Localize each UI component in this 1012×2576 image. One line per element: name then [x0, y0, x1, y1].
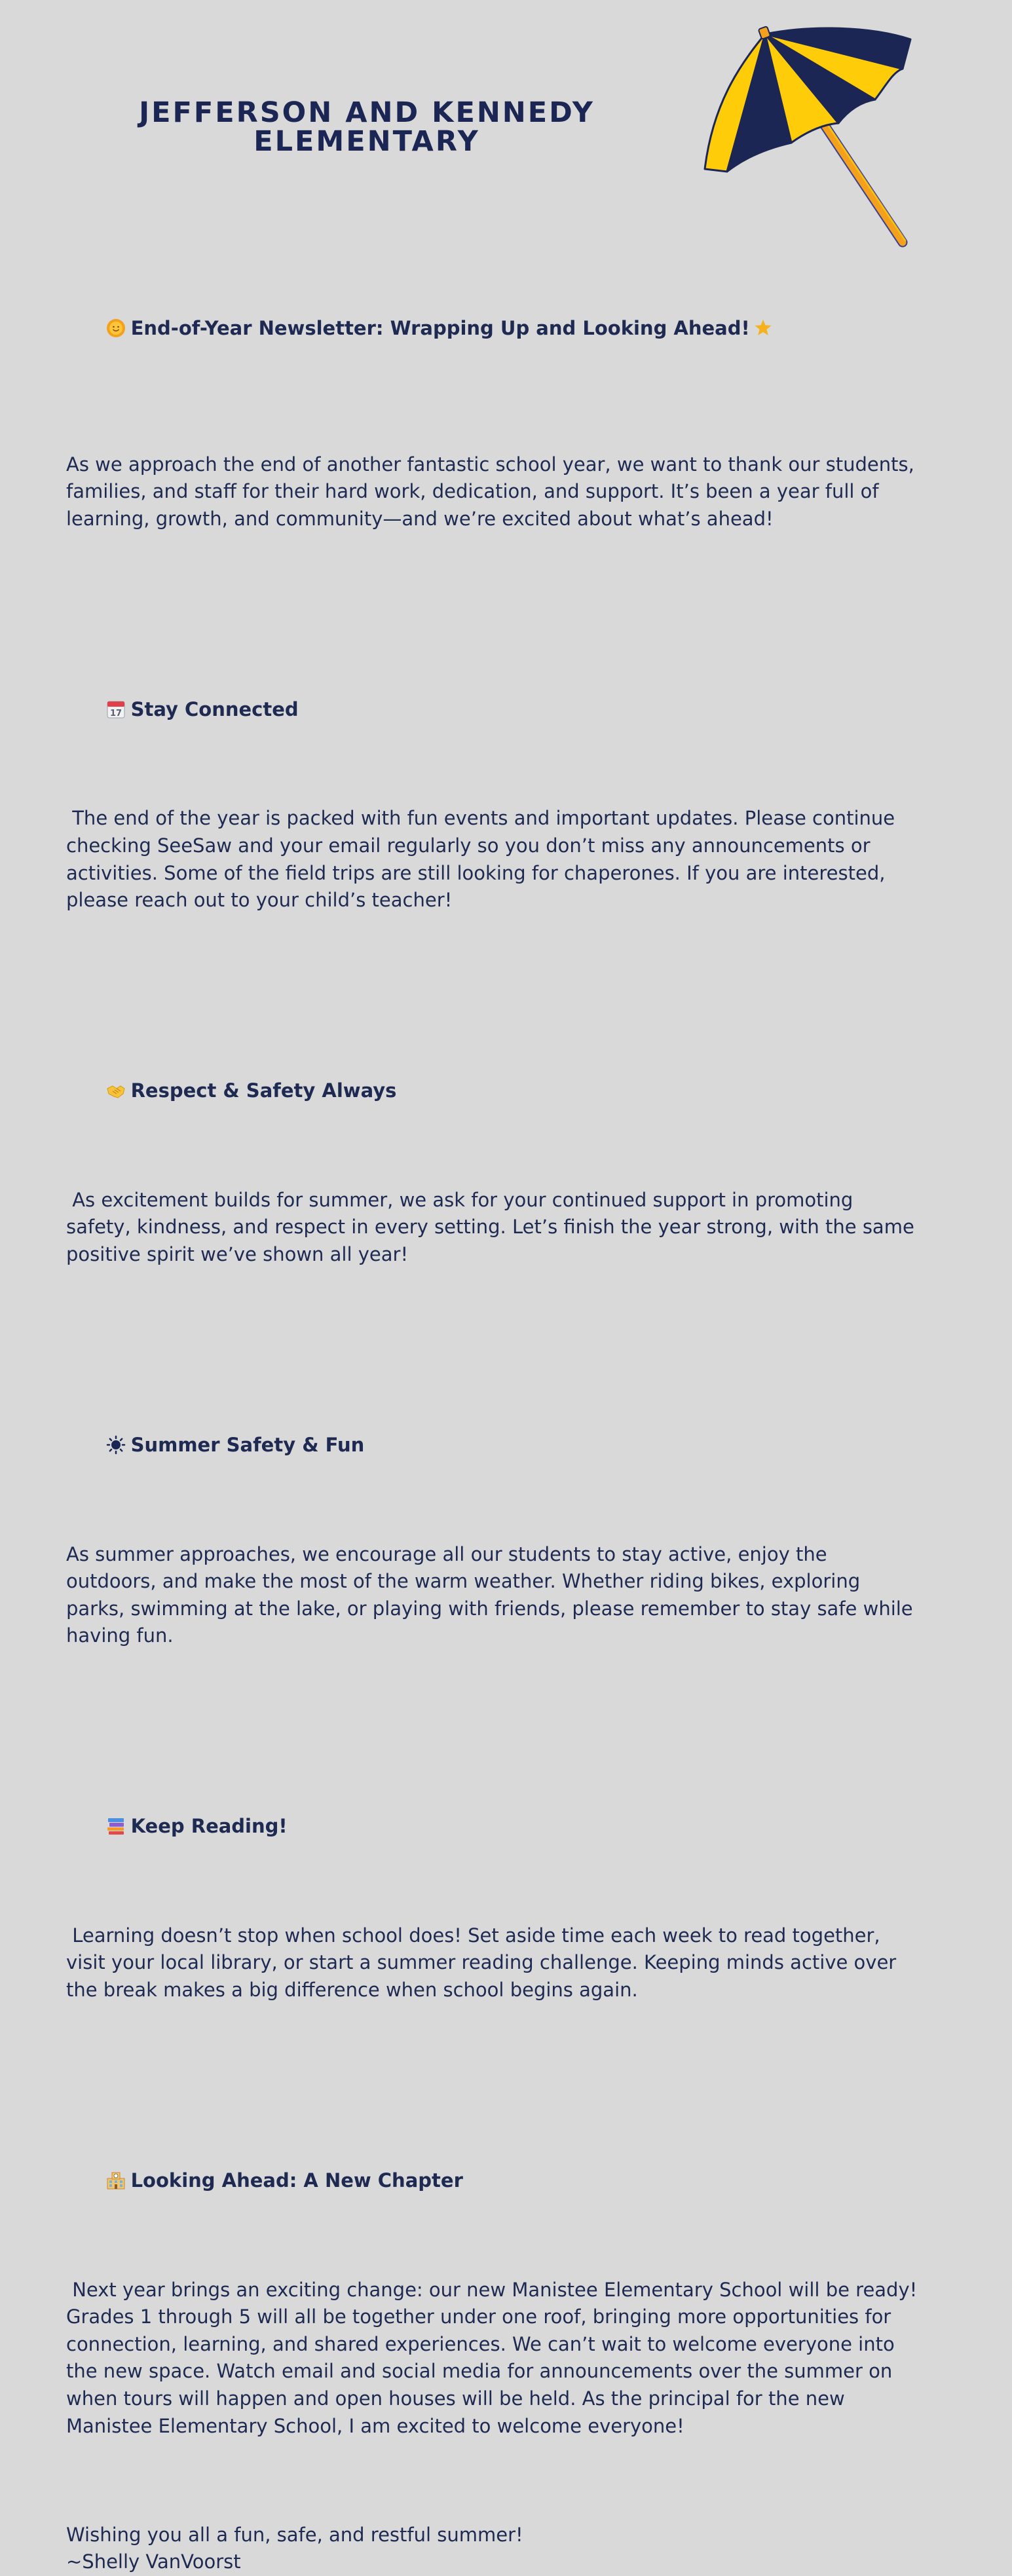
- svg-text:17: 17: [109, 709, 122, 719]
- newsletter-header: [66, 233, 921, 588]
- section-body: The end of the year is packed with fun events and important updates. Please continue checking SeeSaw and your email regularly so you don’t miss any announcements or activities. Some of the field trips are still looking for chaperones. If you are interested, please reach out to your child’s teacher!: [66, 807, 901, 912]
- section-respect-safety: [66, 996, 921, 1323]
- section-body: Learning doesn’t stop when school does! Set aside time each week to read together, visit your local library, or start a summer reading challenge. Keeping minds active over the break makes a big difference when school begins again.: [66, 1924, 903, 2001]
- section-keep-reading: [66, 1732, 918, 2059]
- section-title: Looking Ahead: A New Chapter: [66, 2140, 918, 2222]
- school-icon: [106, 2171, 126, 2190]
- beach-umbrella-icon: [700, 20, 922, 262]
- section-title: 17 Stay Connected: [66, 669, 918, 751]
- newsletter-heading-text: End-of-Year Newsletter: Wrapping Up and Looking Ahead!: [130, 316, 750, 339]
- newsletter-content: [66, 233, 924, 2576]
- books-icon: [106, 1816, 126, 1836]
- calendar-icon: [106, 700, 126, 719]
- section-body: As excitement builds for summer, we ask for your continued support in promoting safety, kindness, and respect in every setting. Let’s finish the year strong, with the same positive spirit we’ve shown all year!: [66, 1188, 921, 1265]
- newsletter-intro: As we approach the end of another fantastic school year, we want to thank our students, families, and staff for their hard work, dedication, and support. It’s been a year full of learning, growth, and community—and we’re excited about what’s ahead!: [66, 453, 921, 530]
- section-body: Next year brings an exciting change: our new Manistee Elementary School will be ready! Grades 1 through 5 will all be together under one roof, bringing more opportunities for connection, learning, and shared experiences. We can’t wait to welcome everyone into the new space. Watch email and social media for announcements over the summer on when tours will happen and open houses will be held. As the principal for the new Manistee Elementary School, I am excited to welcome everyone!: [66, 2278, 924, 2437]
- section-title: Keep Reading!: [66, 1786, 918, 1868]
- closing: [66, 2522, 918, 2576]
- section-summer-safety: [66, 1350, 918, 1704]
- section-stay-connected: [66, 614, 918, 969]
- section-title: Respect & Safety Always: [66, 1051, 918, 1132]
- smiling-sun-icon: [106, 318, 126, 338]
- signature: ~Shelly VanVoorst: [66, 2550, 241, 2573]
- closing-line: Wishing you all a fun, safe, and restful summer!: [66, 2523, 523, 2546]
- page-title: JEFFERSON AND KENNEDY ELEMENTARY: [139, 96, 595, 158]
- section-title: Summer Safety & Fun: [66, 1405, 918, 1487]
- star-icon: [754, 318, 772, 337]
- sun-icon: [106, 1435, 126, 1455]
- section-looking-ahead: [66, 2085, 924, 2494]
- section-body: As summer approaches, we encourage all our students to stay active, enjoy the outdoors, and make the most of the warm weather. Whether riding bikes, exploring parks, swimming at the lake, or playing with friends, please remember to stay safe while having fun.: [66, 1542, 919, 1647]
- newsletter-heading: [66, 288, 918, 369]
- handshake-icon: [106, 1081, 126, 1100]
